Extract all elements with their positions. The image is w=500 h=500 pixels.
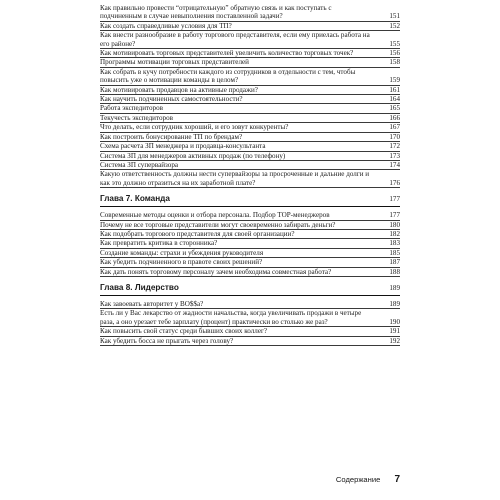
chapter-heading-7 (100, 188, 400, 207)
toc-entry-page: 192 (389, 336, 400, 345)
toc-entry-text: Программы мотивации торговых представителей (100, 58, 249, 67)
toc-entry-page: 167 (389, 123, 400, 132)
toc-entry-page: 189 (389, 299, 400, 308)
toc-entry (100, 161, 400, 170)
toc-entry-text: Есть ли у Вас лекарство от жадности начальства, когда увеличивать продажи в четыре раза, а оно урезает тебе зарплату (процент) практически во столько же раз? (100, 309, 362, 326)
toc-entry (100, 31, 400, 49)
toc-entry-page: 174 (389, 160, 400, 169)
toc-entry-text: Текучесть экспедиторов (100, 113, 173, 122)
toc-entry (100, 49, 400, 58)
toc-entry (100, 104, 400, 113)
toc-entry-page: 166 (389, 113, 400, 122)
toc-entry-page: 187 (389, 258, 400, 267)
page-number: 7 (394, 474, 400, 485)
toc-entry-page: 164 (389, 95, 400, 104)
toc-entry-text: Как завоевать авторитет у BO$$a? (100, 299, 204, 308)
toc-entry (100, 211, 400, 220)
toc-entry (100, 22, 400, 31)
toc-entry (100, 170, 400, 188)
table-of-contents (100, 4, 400, 346)
toc-entry-text: Как подобрать торгового представителя для своей организации? (100, 229, 295, 238)
toc-entries-chapter-8 (100, 300, 400, 346)
toc-entry-text: Как научить подчиненных самостоятельности? (100, 95, 243, 104)
toc-entry (100, 268, 400, 277)
toc-entry-text: Современные методы оценки и отбора персонала. Подбор TOP-менеджеров (100, 211, 330, 220)
toc-entry (100, 68, 400, 86)
toc-entry-text: Работа экспедиторов (100, 104, 163, 113)
toc-entry (100, 337, 400, 346)
toc-entry-page: 158 (389, 58, 400, 67)
chapter-heading-8 (100, 277, 400, 296)
toc-entry-text: Создание команды: страхи и убеждения руководителя (100, 248, 264, 257)
toc-entry-text: Как построить бонусирование ТП по брендам? (100, 132, 243, 141)
toc-entry (100, 95, 400, 104)
toc-entry-page: 173 (389, 151, 400, 160)
toc-entry-page: 190 (389, 317, 400, 326)
toc-entry (100, 300, 400, 309)
toc-entry-page: 152 (389, 21, 400, 30)
toc-entries-top (100, 4, 400, 188)
toc-entry-page: 161 (389, 85, 400, 94)
toc-entry-page: 151 (389, 12, 400, 21)
toc-entry-page: 185 (389, 248, 400, 257)
toc-entry (100, 58, 400, 67)
chapter-page: 177 (389, 195, 400, 204)
toc-entry-page: 180 (389, 220, 400, 229)
toc-entry-page: 176 (389, 178, 400, 187)
toc-entry (100, 221, 400, 230)
toc-entries-chapter-7 (100, 211, 400, 277)
toc-entry-text: Какую ответственность должны нести супервайзоры за просроченные и дальние долги и как это должно отразиться на их заработной плате? (100, 170, 370, 187)
toc-entry (100, 142, 400, 151)
toc-entry (100, 152, 400, 161)
toc-entry-text: Система ЗП для менеджеров активных продаж (по телефону) (100, 151, 286, 160)
toc-entry-page: 159 (389, 76, 400, 85)
toc-entry (100, 249, 400, 258)
toc-entry (100, 258, 400, 267)
toc-entry-text: Система ЗП супервайзора (100, 160, 179, 169)
toc-entry-page: 165 (389, 104, 400, 113)
toc-entry (100, 309, 400, 327)
toc-entry-text: Что делать, если сотрудник хороший, и его зовут конкуренты? (100, 123, 289, 132)
toc-entry-text: Схема расчета ЗП менеджера и продавца-консультанта (100, 142, 266, 151)
toc-entry-page: 188 (389, 267, 400, 276)
toc-entry-text: Почему не все торговые представители могут своевременно забирать деньги? (100, 220, 336, 229)
toc-entry-text: Как убедить босса не прыгать через голову? (100, 336, 234, 345)
chapter-title: Глава 7. Команда (100, 194, 170, 204)
chapter-title: Глава 8. Лидерство (100, 282, 179, 292)
toc-entry-page: 172 (389, 142, 400, 151)
toc-entry (100, 4, 400, 22)
toc-entry-page: 177 (389, 211, 400, 220)
toc-entry-text: Как правильно провести “отрицательную” обратную связь и как поступать с подчиненным в случае невыполнения поставленной задачи? (100, 4, 332, 21)
toc-entry-text: Как мотивировать торговых представителей увеличить количество торговых точек? (100, 49, 354, 58)
toc-entry-text: Как мотивировать продавцов на активные продажи? (100, 85, 258, 94)
toc-entry-page: 156 (389, 49, 400, 58)
toc-entry-text: Как превратить критика в сторонника? (100, 239, 218, 248)
toc-entry-page: 182 (389, 229, 400, 238)
toc-entry-page: 170 (389, 132, 400, 141)
toc-entry-text: Как создать справедливые условия для ТП? (100, 21, 232, 30)
toc-entry (100, 239, 400, 248)
toc-entry (100, 114, 400, 123)
page-footer (100, 474, 400, 485)
chapter-page: 189 (389, 283, 400, 292)
footer-section-title: Содержание (335, 475, 381, 484)
toc-entry-text: Как внести разнообразие в работу торгового представителя, если ему приелась работа на его районе? (100, 31, 370, 48)
toc-entry-page: 183 (389, 239, 400, 248)
toc-entry (100, 86, 400, 95)
toc-entry (100, 123, 400, 132)
toc-entry-text: Как дать понять торговому персоналу зачем необходима совместная работа? (100, 267, 332, 276)
toc-entry (100, 230, 400, 239)
toc-entry (100, 327, 400, 336)
toc-entry (100, 133, 400, 142)
toc-entry-page: 155 (389, 39, 400, 48)
toc-entry-text: Как убедить подчиненного в правоте своих решений? (100, 258, 263, 267)
toc-entry-page: 191 (389, 327, 400, 336)
toc-entry-text: Как повысить свой статус среди бывших своих коллег? (100, 327, 268, 336)
toc-entry-text: Как собрать в кучу потребности каждого из сотрудников в отдельности с тем, чтобы повысить уже о мотивации команды в целом? (100, 67, 356, 85)
